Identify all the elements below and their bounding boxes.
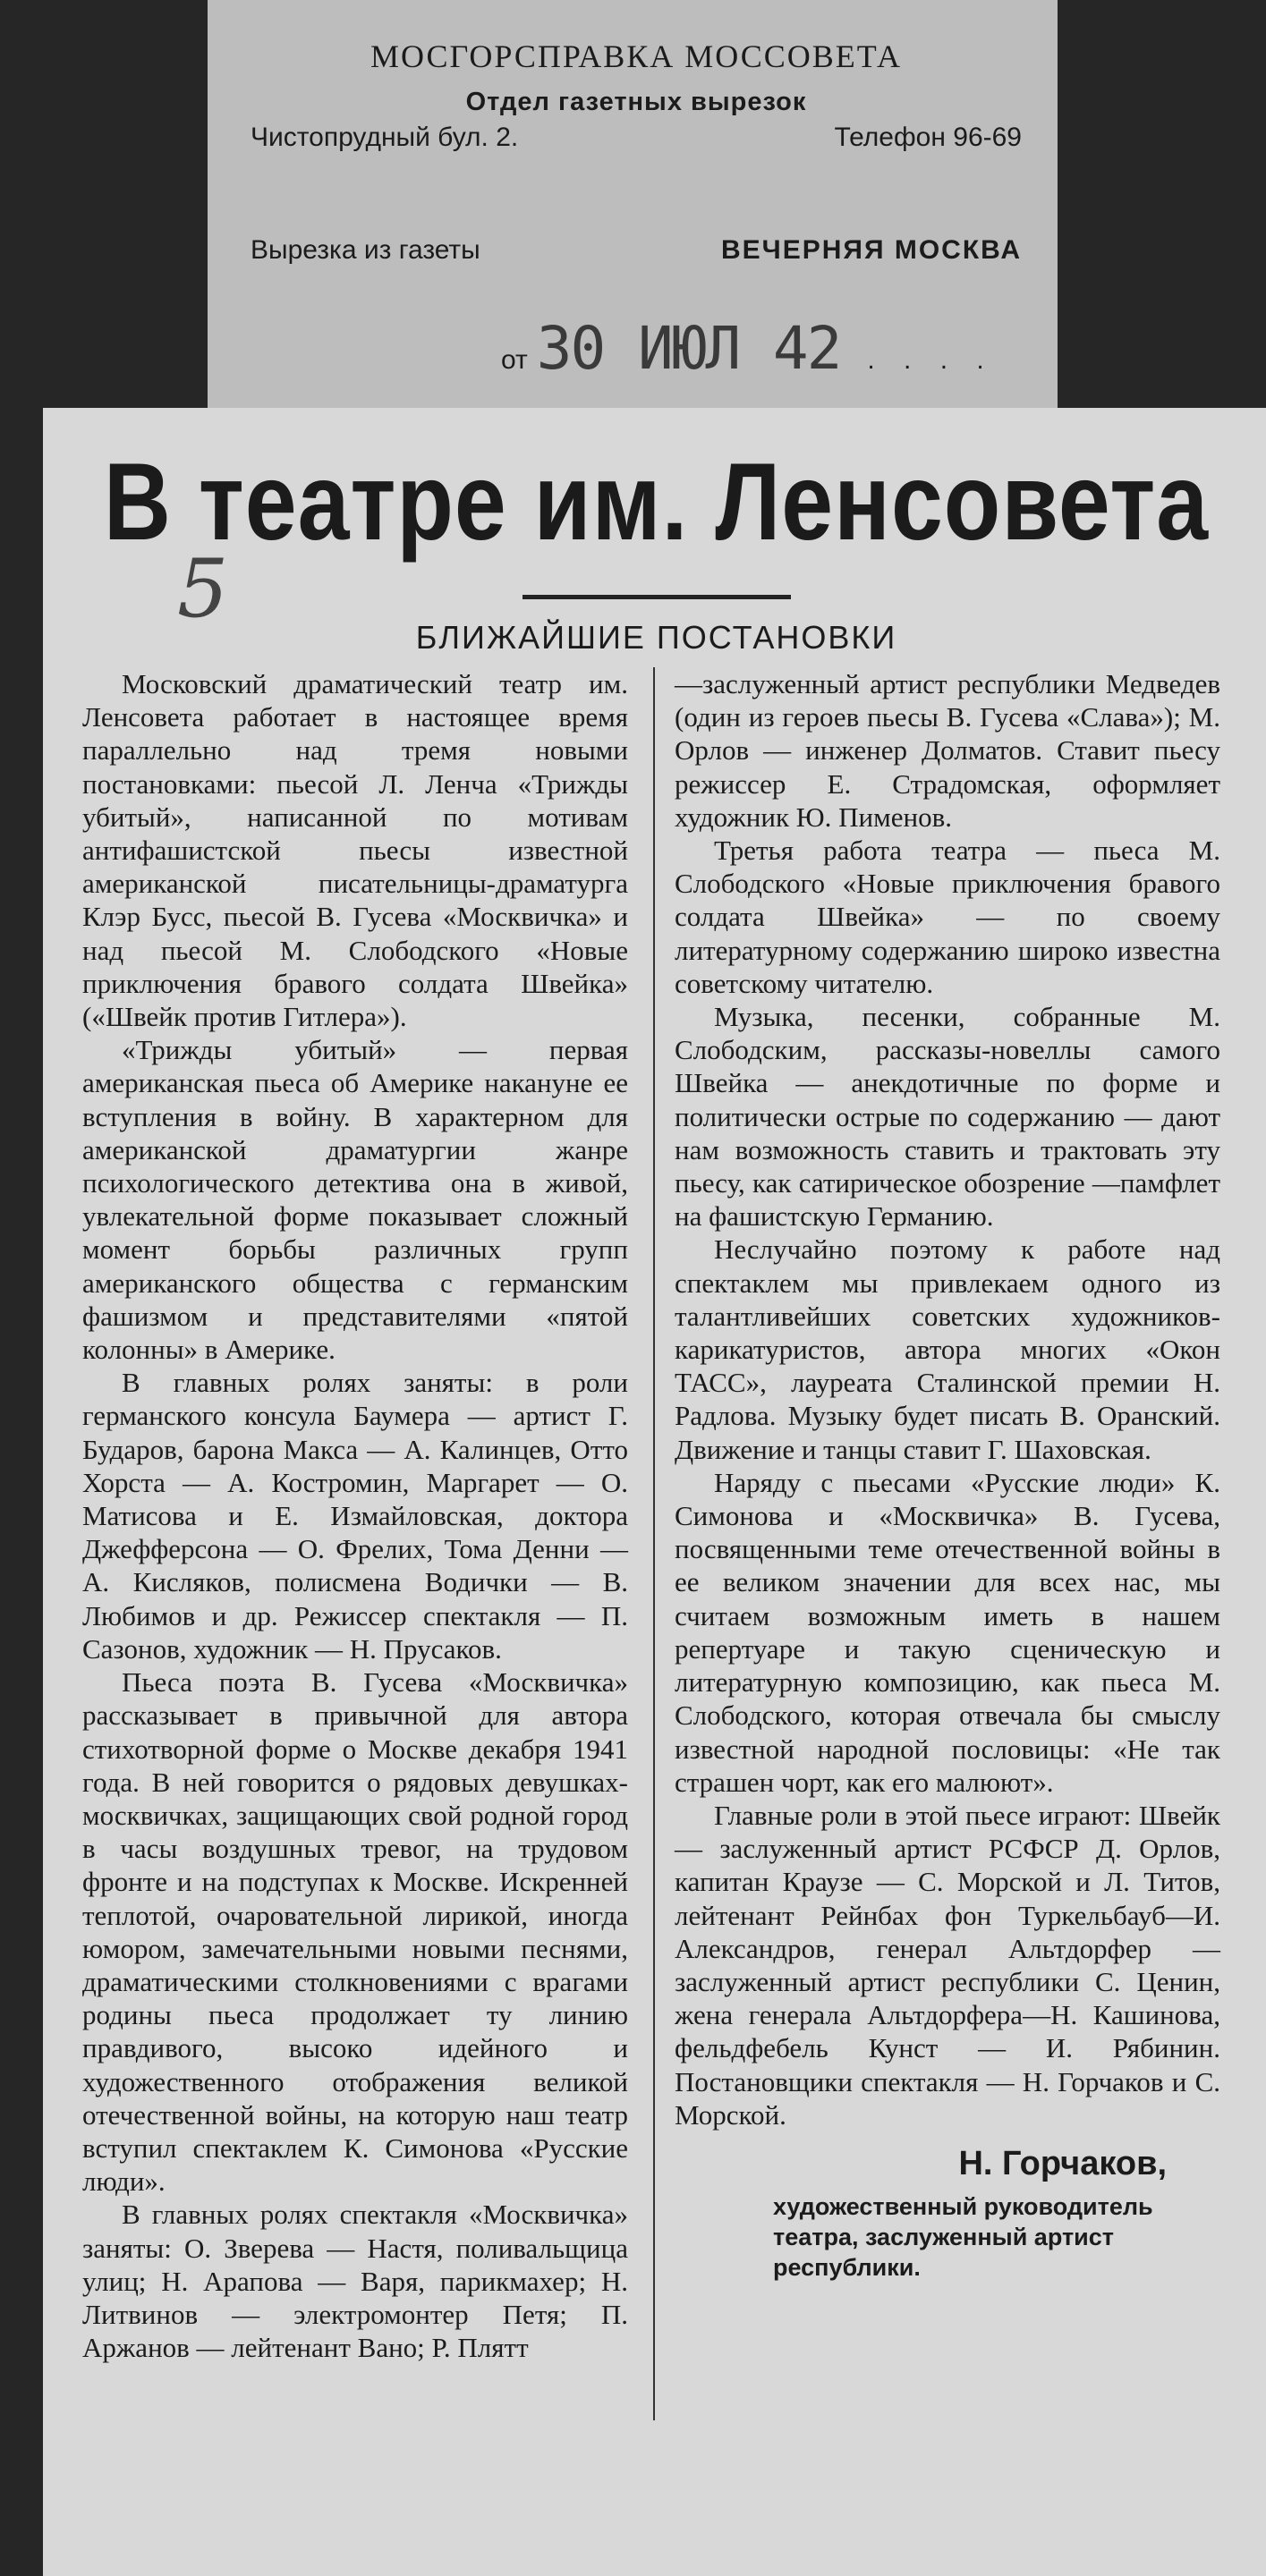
address: Чистопрудный бул. 2. (251, 123, 519, 152)
paragraph: Главные роли в этой пьесе играют: Швейк — заслуженный артист РСФСР Д. Орлов, капитан Краузе — С. Морской и Л. Титов, лейтенант Рейнбах фон Туркельбауб—И. Александров, генерал Альтдорфер — заслуженный артист республики С. Ценин, жена генерала Альтдорфера—Н. Кашинова, фельдфебель Кунст — И. Рябинин. Постановщики спектакля — Н. Горчаков и С. Морской. (675, 1799, 1220, 2131)
date-prefix: от (501, 345, 528, 375)
source-row (251, 235, 1022, 266)
department-name: Отдел газетных вырезок (465, 88, 807, 116)
column-divider (653, 667, 655, 2420)
left-column (82, 667, 628, 2420)
date-row (501, 314, 1022, 383)
newspaper-clipping (43, 408, 1266, 2576)
author-signature: Н. Горчаков, (958, 2144, 1167, 2182)
handwritten-mark: 5 (177, 542, 229, 636)
paragraph: Наряду с пьесами «Русские люди» К. Симонова и «Москвичка» В. Гусева, посвященными теме отечественной войны в ее великом значении для всех нас, мы считаем возможным иметь в нашем репертуаре и такую сценическую и литературную композицию, как пьеса М. Слободского, которая отвечала бы смыслу известной народной пословицы: «Не так страшен чорт, как его малюют». (675, 1466, 1220, 1798)
paragraph: —заслуженный артист республики Медведев (один из героев пьесы В. Гусева «Слава»); М. Орлов — инженер Долматов. Ставит пьесу режиссер Е. Страдомская, оформляет художник Ю. Пименов. (675, 668, 1220, 833)
paragraph: Неслучайно поэтому к работе над спектаклем мы привлекаем одного из талантливейших советских художников-карикатуристов, автора многих «Окон ТАСС», лауреата Сталинской премии Н. Радлова. Музыку будет писать В. Оранский. Движение и танцы ставит Г. Шаховская. (675, 1233, 1220, 1465)
clipping-service-label (208, 0, 1058, 420)
phone: Телефон 96-69 (834, 123, 1022, 152)
article-columns (82, 667, 1230, 2420)
clip-from-label: Вырезка из газеты (251, 235, 480, 265)
headline-rule (523, 595, 791, 599)
right-column (675, 667, 1220, 2420)
paragraph: Московский драматический театр им. Ленсовета работает в настоящее время параллельно над тремя новыми постановками: пьесой Л. Ленча «Трижды убитый», написанной по мотивам антифашистской пьесы известной американской писательницы-драматурга Клэр Бусс, пьесой В. Гусева «Москвичка» и над пьесой М. Слободского «Новые приключения бравого солдата Швейка» («Швейк против Гитлера»). (82, 668, 628, 1033)
paragraph: В главных ролях заняты: в роли германского консула Баумера — артист Г. Бударов, барона Макса — А. Калинцев, Отто Хорста — А. Костромин, Маргарет — О. Матисова и Е. Измайловская, доктора Джефферсона — О. Фрелих, Тома Денни — А. Кисляков, полисмена Водички — В. Любимов и др. Режиссер спектакля — П. Сазонов, художник — Н. Прусаков. (82, 1367, 628, 1665)
paragraph: Третья работа театра — пьеса М. Слободского «Новые приключения бравого солдата Швейка» — по своему литературному содержанию широко известна советскому читателю. (675, 835, 1220, 999)
article-subheading: БЛИЖАЙШИЕ ПОСТАНОВКИ (415, 619, 897, 656)
paragraph: В главных ролях спектакля «Москвичка» заняты: О. Зверева — Настя, поливальщица улиц; Н. Арапова — Варя, парикмахер; Н. Литвинов — электромонтер Петя; П. Аржанов — лейтенант Вано; Р. Плятт (82, 2199, 628, 2364)
paragraph: Пьеса поэта В. Гусева «Москвичка» рассказывает в привычной для автора стихотворной форме о Москве декабря 1941 года. В ней говорится о рядовых девушках-москвичках, защищающих свой родной город в часы воздушных тревог, на трудовом фронте и на подступах к Москве. Искренней теплотой, очаровательной лирикой, иногда юмором, замечательными новыми песнями, драматическими столкновениями с врагами родины пьеса продолжает ту линию правдивого, высоко идейного и художественного отображения великой отечественной войны, на которую наш театр вступил спектаклем К. Симонова «Русские люди». (82, 1666, 628, 2198)
contact-row (251, 123, 1022, 153)
date-dots: . . . . (867, 345, 995, 375)
date-stamp: 30 ИЮЛ 42 (536, 314, 841, 383)
paragraph: «Трижды убитый» — первая американская пьеса об Америке накануне ее вступления в войну. В характерном для американской драматургии жанре психологического детектива она в живой, увлекательной форме показывает сложный момент борьбы различных групп американского общества с германским фашизмом и представителями «пятой колонны» в Америке. (82, 1034, 628, 1366)
author-title: художественный руководитель театра, заслуженный артист республики. (773, 2193, 1153, 2282)
article-headline: В театре им. Ленсовета (103, 441, 1210, 564)
newspaper-name: ВЕЧЕРНЯЯ МОСКВА (720, 235, 1022, 265)
paragraph: Музыка, песенки, собранные М. Слободским, рассказы-новеллы самого Швейка — анекдотичные по форме и политически острые по содержанию — дают нам возможность ставить и трактовать эту пьесу, как сатирическое обозрение —памфлет на фашистскую Германию. (675, 1001, 1220, 1233)
organization-name: МОСГОРСПРАВКА МОССОВЕТА (370, 38, 902, 74)
